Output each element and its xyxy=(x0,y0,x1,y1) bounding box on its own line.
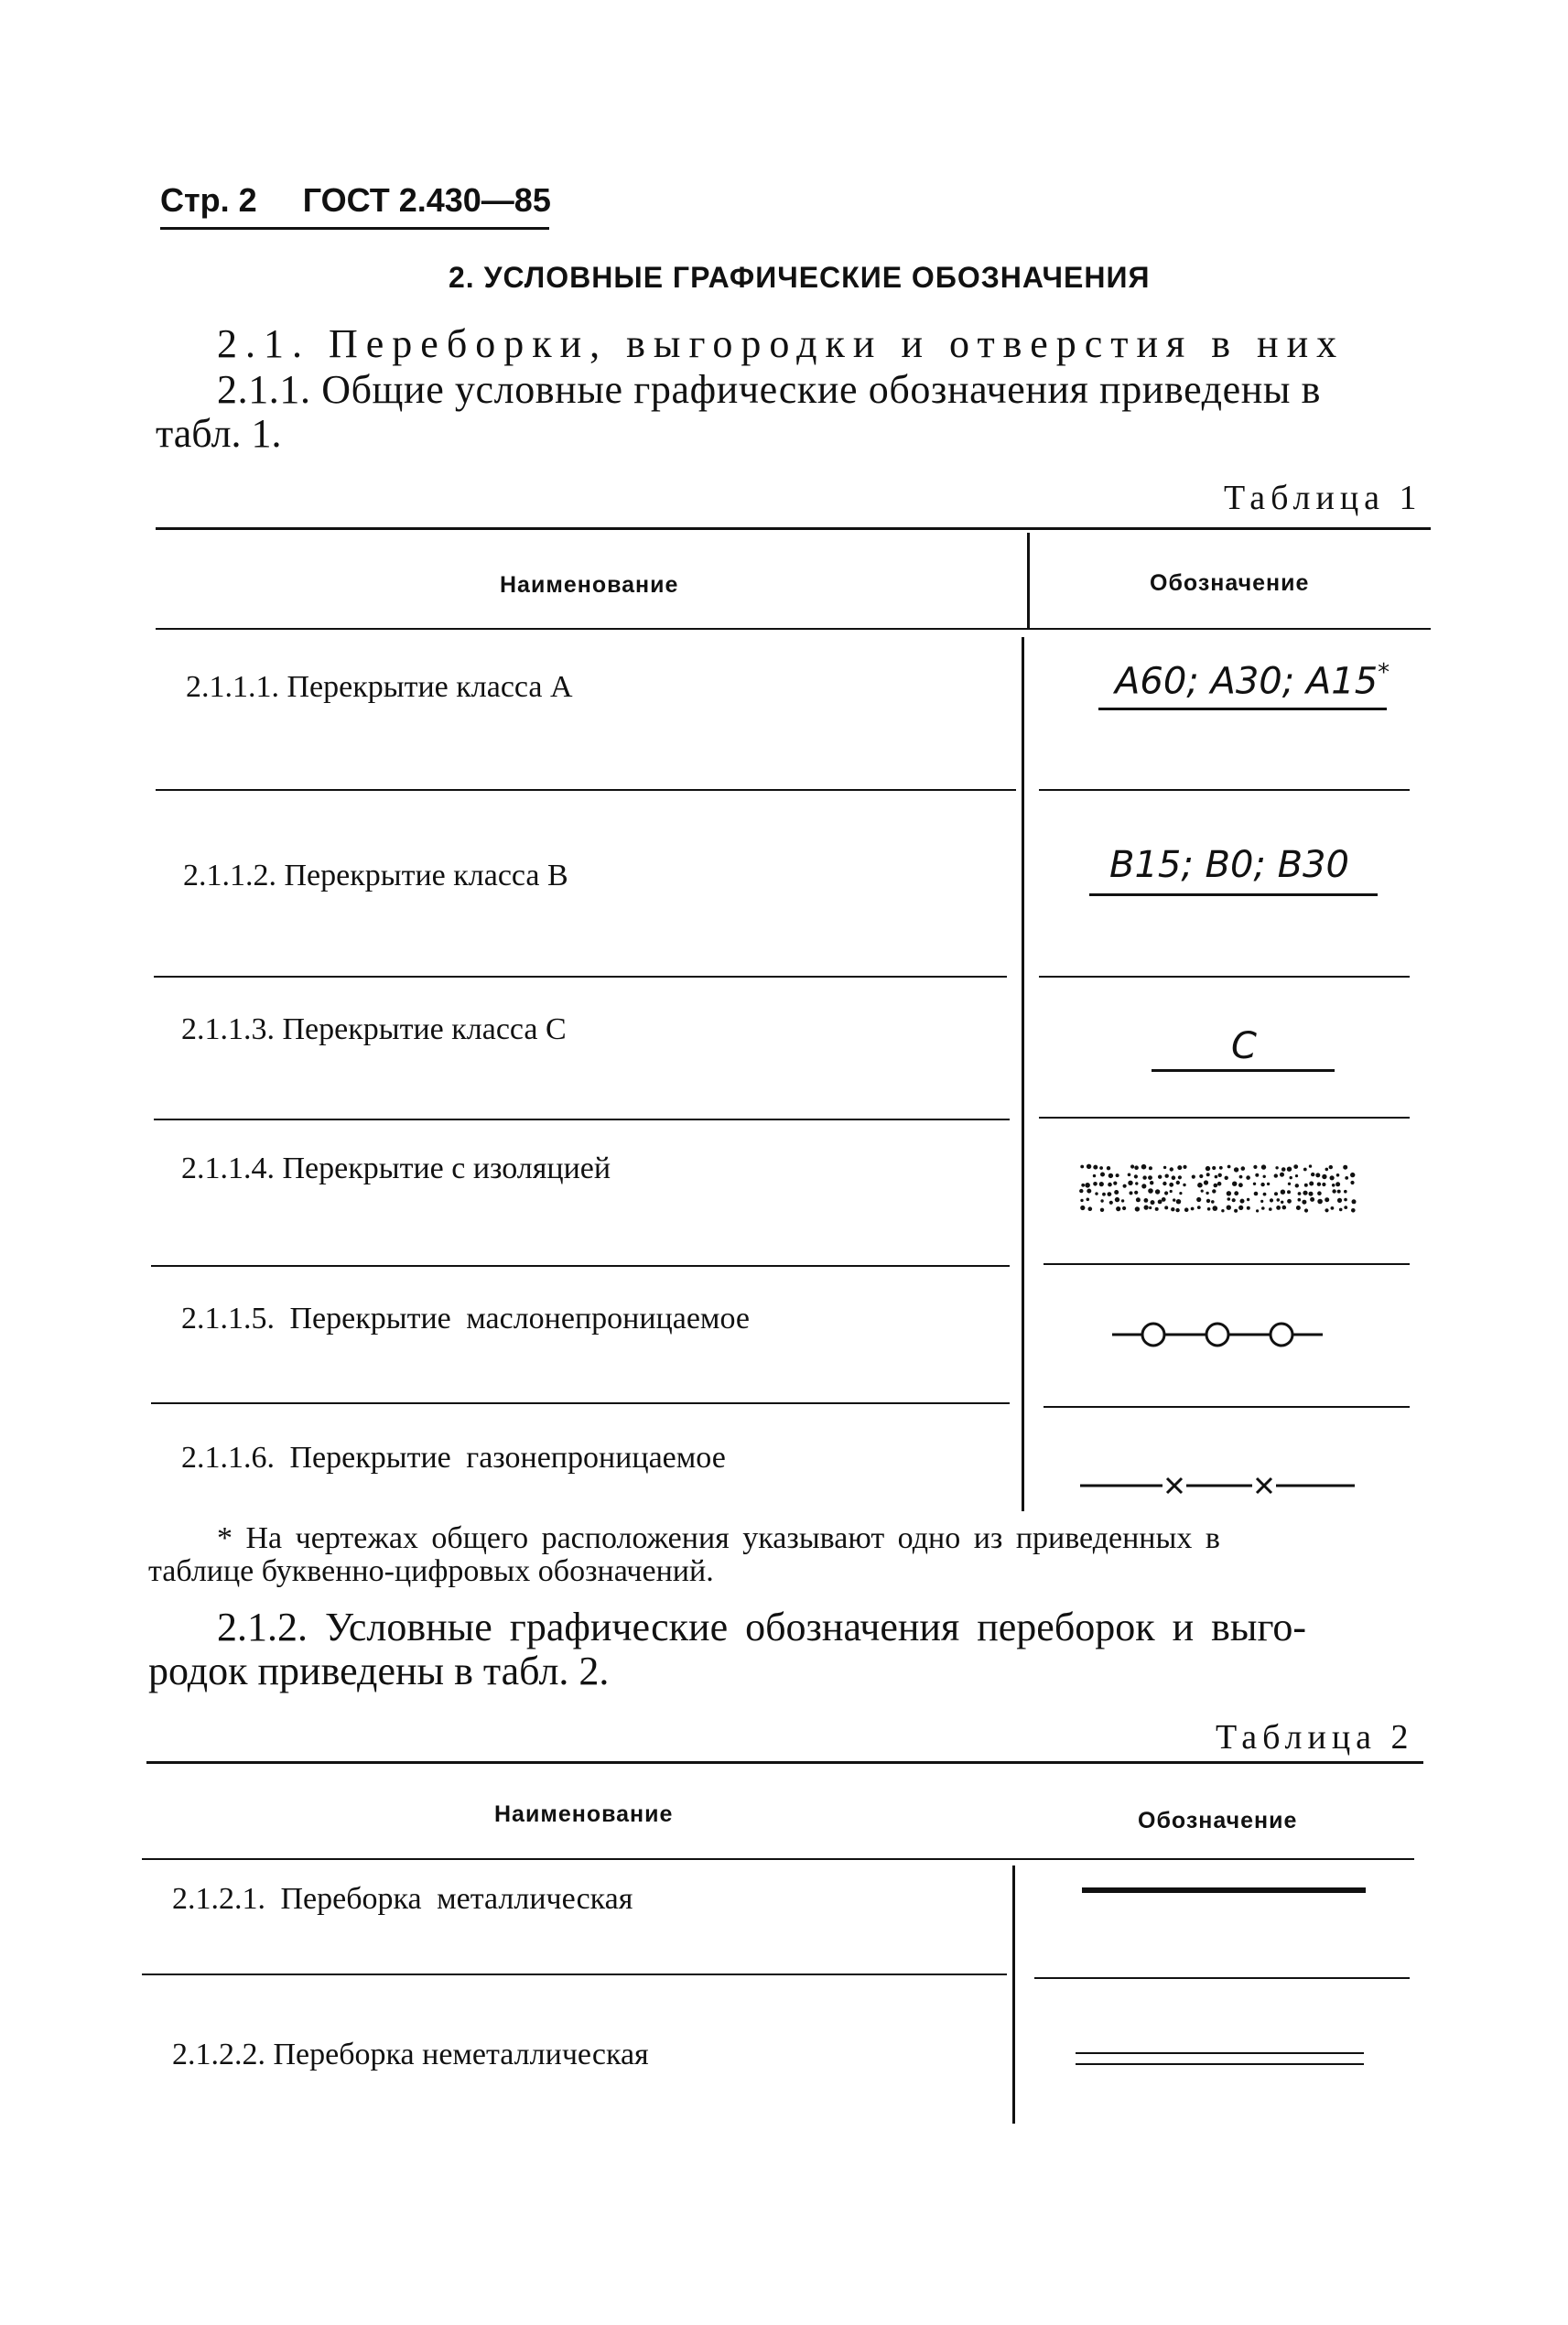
paragraph-2-1-1-line1: 2.1.1. Общие условные графические обозначения приведены в xyxy=(217,367,1322,412)
table1-row-5-rule xyxy=(151,1402,1010,1404)
paragraph-2-1-2-line2: родок приведены в табл. 2. xyxy=(148,1649,610,1693)
standard-number: ГОСТ 2.430—85 xyxy=(302,181,551,219)
table1-row-3-name: 2.1.1.3. Перекрытие класса С xyxy=(181,1012,567,1046)
table2-row-1-rule xyxy=(142,1974,1007,1975)
table1-row-1-symbol: А60; А30; А15* xyxy=(1115,659,1390,703)
table1-row-5-name: 2.1.1.5. Перекрытие маслонепроницаемое xyxy=(181,1302,750,1336)
table1-row-2-symbol: В15; В0; В30 xyxy=(1109,844,1349,886)
table1-header-rule xyxy=(156,628,1431,630)
table1-top-rule xyxy=(156,527,1431,530)
table1-caption: Таблица 1 xyxy=(1224,479,1422,517)
table2-row-2-name: 2.1.2.2. Переборка неметаллическая xyxy=(172,2038,649,2071)
section-title: 2. УСЛОВНЫЕ ГРАФИЧЕСКИЕ ОБОЗНАЧЕНИЯ xyxy=(449,261,1151,294)
table1-column-divider xyxy=(1022,637,1024,1511)
table1-row-2-name: 2.1.1.2. Перекрытие класса В xyxy=(183,859,568,892)
table1-row-2-rule-right xyxy=(1039,976,1410,978)
table1-row-4-name: 2.1.1.4. Перекрытие с изоляцией xyxy=(181,1152,611,1185)
table1-row-1-symbol-underline xyxy=(1098,708,1387,710)
table1-row-4-rule-right xyxy=(1044,1263,1410,1265)
crosses-line-icon xyxy=(1080,1472,1355,1499)
circles-line-icon xyxy=(1112,1316,1323,1353)
table1-row-3-rule-right xyxy=(1039,1117,1410,1119)
table1-row-6-name: 2.1.1.6. Перекрытие газонепроницаемое xyxy=(181,1441,726,1475)
table1-row-1-rule-right xyxy=(1039,789,1410,791)
table1-col-name: Наименование xyxy=(500,572,679,598)
table1-col-symbol: Обозначение xyxy=(1150,570,1310,596)
table1-row-3-symbol: С xyxy=(1231,1025,1257,1067)
table1-row-4-rule xyxy=(151,1265,1010,1267)
header-rule xyxy=(160,227,549,230)
table1-header-divider xyxy=(1027,533,1030,628)
table2-column-divider xyxy=(1012,1865,1015,2124)
table1-row-1-name: 2.1.1.1. Перекрытие класса А xyxy=(186,670,573,704)
paragraph-2-1-2-line1: 2.1.2. Условные графические обозначения переборок и выго- xyxy=(217,1605,1307,1649)
page-header xyxy=(160,181,551,220)
dotted-band-icon xyxy=(1078,1162,1362,1217)
table1-row-5-rule-right xyxy=(1044,1406,1410,1408)
footnote-line1: * На чертежах общего расположения указывают одно из приведенных в xyxy=(217,1521,1220,1555)
paragraph-2-1-1-line2: табл. 1. xyxy=(156,411,282,456)
table1-row-1-rule xyxy=(156,789,1016,791)
table2-top-rule xyxy=(146,1761,1423,1764)
table2-col-symbol: Обозначение xyxy=(1138,1808,1298,1833)
table2-caption: Таблица 2 xyxy=(1216,1718,1414,1757)
table1-row-2-symbol-underline xyxy=(1089,893,1378,896)
double-line-icon xyxy=(1076,2050,1364,2069)
footnote-mark: * xyxy=(1378,659,1390,687)
table1-row-2-rule xyxy=(154,976,1007,978)
table2-row-1-name: 2.1.2.1. Переборка металлическая xyxy=(172,1882,633,1916)
table2-col-name: Наименование xyxy=(494,1801,674,1827)
table1-row-3-symbol-underline xyxy=(1152,1069,1335,1072)
thick-line-icon xyxy=(1082,1887,1366,1893)
table2-header-rule xyxy=(142,1858,1414,1860)
subsection-heading: 2.1. Переборки, выгородки и отверстия в них xyxy=(217,321,1346,366)
page-number: Стр. 2 xyxy=(160,181,257,219)
table1-row-3-rule xyxy=(154,1119,1010,1120)
footnote-line2: таблице буквенно-цифровых обозначений. xyxy=(148,1554,714,1588)
table2-row-1-rule-right xyxy=(1034,1977,1410,1979)
